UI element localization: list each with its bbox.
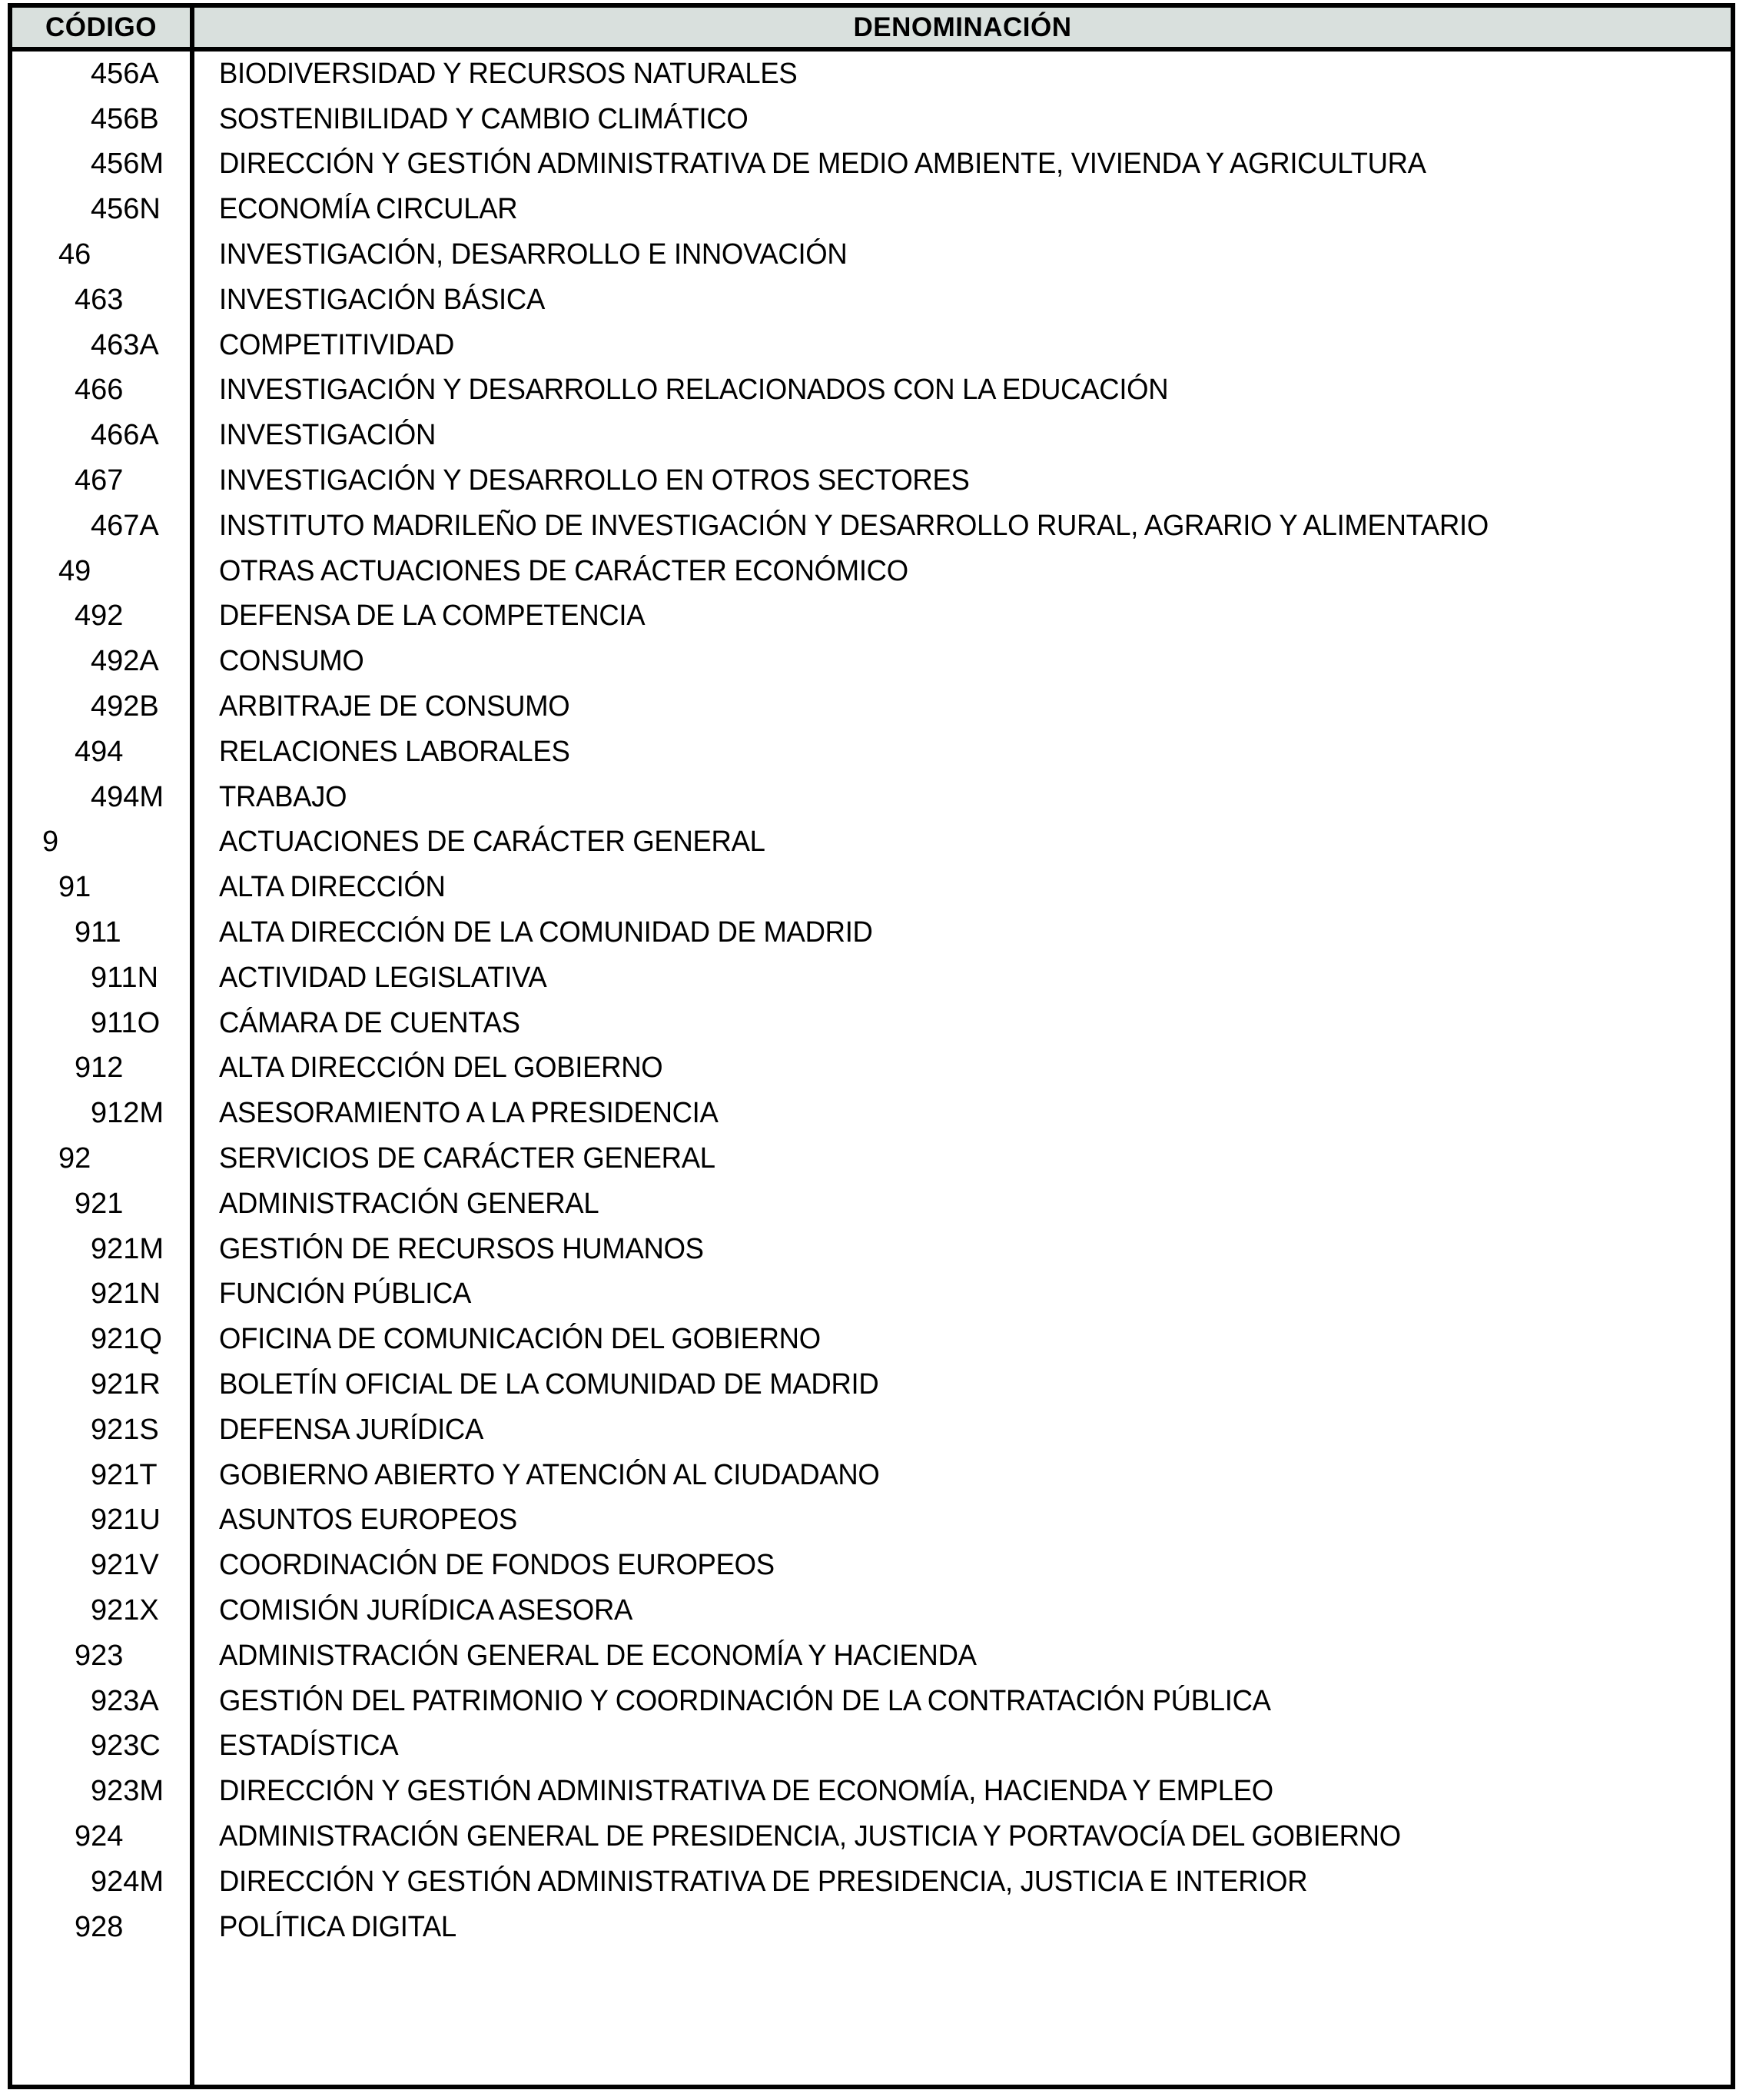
row-denomination [194, 419, 1731, 452]
row-denomination-text: DIRECCIÓN Y GESTIÓN ADMINISTRATIVA DE PRESIDENCIA, JUSTICIA E INTERIOR [219, 1865, 1308, 1898]
row-denomination-text: TRABAJO [219, 780, 347, 813]
row-denomination [194, 1007, 1731, 1040]
table-row [12, 1136, 1731, 1181]
row-code: 492B [91, 690, 159, 723]
row-denomination-text: ADMINISTRACIÓN GENERAL DE ECONOMÍA Y HACIENDA [219, 1639, 977, 1672]
row-denomination [194, 645, 1731, 678]
table-row [12, 368, 1731, 414]
table-row [12, 1046, 1731, 1092]
table-row [12, 232, 1731, 277]
row-denomination [194, 1820, 1731, 1853]
row-denomination [194, 464, 1731, 497]
row-code: 912M [91, 1097, 164, 1130]
table-row [12, 594, 1731, 640]
row-denomination-text: COMISIÓN JURÍDICA ASESORA [219, 1593, 633, 1627]
row-denomination-text: ARBITRAJE DE CONSUMO [219, 690, 570, 723]
row-denomination [194, 1911, 1731, 1944]
row-denomination [194, 1730, 1731, 1763]
table-row [12, 1272, 1731, 1317]
row-code: 91 [58, 871, 91, 904]
column-header-denominacion: DENOMINACIÓN [853, 12, 1072, 42]
row-denomination-text: INVESTIGACIÓN, DESARROLLO E INNOVACIÓN [219, 238, 848, 271]
row-code: 911O [91, 1006, 161, 1039]
row-denomination-text: GESTIÓN DEL PATRIMONIO Y COORDINACIÓN DE LA CONTRATACIÓN PÚBLICA [219, 1684, 1271, 1717]
row-denomination [194, 781, 1731, 814]
row-denomination-text: ADMINISTRACIÓN GENERAL [219, 1187, 599, 1220]
row-denomination [194, 193, 1731, 226]
row-denomination [194, 1233, 1731, 1266]
row-denomination-text: ACTUACIONES DE CARÁCTER GENERAL [219, 826, 765, 859]
row-code: 456A [91, 57, 159, 90]
row-denomination-text: INVESTIGACIÓN BÁSICA [219, 283, 545, 316]
table-row [12, 729, 1731, 775]
row-code: 923 [75, 1639, 124, 1672]
row-code: 911 [75, 916, 121, 949]
table-row [12, 1001, 1731, 1046]
row-code: 467A [91, 509, 159, 542]
row-denomination-text: SOSTENIBILIDAD Y CAMBIO CLIMÁTICO [219, 102, 749, 135]
row-denomination-text: RELACIONES LABORALES [219, 735, 570, 768]
row-denomination-text: SERVICIOS DE CARÁCTER GENERAL [219, 1142, 715, 1175]
row-denomination [194, 826, 1731, 859]
row-denomination [194, 1052, 1731, 1085]
row-code: 924 [75, 1819, 124, 1852]
row-denomination-text: OFICINA DE COMUNICACIÓN DEL GOBIERNO [219, 1323, 821, 1356]
row-denomination [194, 1142, 1731, 1175]
table-row [12, 277, 1731, 323]
row-denomination [194, 1414, 1731, 1447]
row-code: 923C [91, 1730, 161, 1763]
row-code: 92 [58, 1142, 91, 1175]
row-denomination [194, 284, 1731, 317]
row-denomination-text: ALTA DIRECCIÓN DEL GOBIERNO [219, 1052, 663, 1085]
row-code: 911N [91, 961, 159, 994]
table-row [12, 1227, 1731, 1272]
row-code: 456M [91, 148, 164, 181]
table-row [12, 1317, 1731, 1362]
row-denomination [194, 238, 1731, 271]
row-denomination [194, 1368, 1731, 1401]
row-code: 492A [91, 645, 159, 678]
row-code: 924M [91, 1865, 164, 1898]
row-denomination [194, 1866, 1731, 1899]
row-denomination-text: CONSUMO [219, 645, 364, 678]
row-denomination-text: GESTIÓN DE RECURSOS HUMANOS [219, 1232, 704, 1265]
row-code: 921N [91, 1278, 161, 1311]
table-row [12, 1588, 1731, 1633]
row-denomination-text: ADMINISTRACIÓN GENERAL DE PRESIDENCIA, JUSTICIA Y PORTAVOCÍA DEL GOBIERNO [219, 1819, 1401, 1852]
row-denomination [194, 555, 1731, 588]
row-code: 9 [42, 826, 59, 859]
column-divider [190, 52, 194, 2085]
table-row [12, 458, 1731, 503]
row-code: 923M [91, 1775, 164, 1808]
row-code: 928 [75, 1910, 124, 1943]
row-code: 912 [75, 1052, 124, 1085]
row-denomination [194, 510, 1731, 543]
table-row [12, 549, 1731, 594]
table-row [12, 684, 1731, 729]
row-code: 921 [75, 1187, 124, 1220]
row-denomination-text: BIODIVERSIDAD Y RECURSOS NATURALES [219, 57, 798, 90]
row-denomination [194, 690, 1731, 723]
table-row [12, 1407, 1731, 1453]
row-denomination [194, 374, 1731, 407]
table-row [12, 865, 1731, 910]
row-denomination-text: ASUNTOS EUROPEOS [219, 1504, 517, 1537]
row-denomination [194, 1775, 1731, 1808]
row-denomination [194, 58, 1731, 91]
row-denomination [194, 1594, 1731, 1627]
row-denomination-text: DIRECCIÓN Y GESTIÓN ADMINISTRATIVA DE MEDIO AMBIENTE, VIVIENDA Y AGRICULTURA [219, 148, 1426, 181]
row-denomination-text: COMPETITIVIDAD [219, 328, 455, 361]
row-denomination [194, 1459, 1731, 1492]
table-row [12, 1543, 1731, 1588]
row-code: 921S [91, 1413, 159, 1446]
row-denomination-text: FUNCIÓN PÚBLICA [219, 1278, 472, 1311]
table-row [12, 142, 1731, 188]
row-denomination [194, 329, 1731, 362]
table-row [12, 1859, 1731, 1905]
column-header-codigo: CÓDIGO [12, 8, 194, 47]
table-row [12, 955, 1731, 1001]
table-row [12, 187, 1731, 232]
row-code: 921V [91, 1549, 159, 1582]
table-row [12, 97, 1731, 142]
row-denomination-text: COORDINACIÓN DE FONDOS EUROPEOS [219, 1549, 775, 1582]
table-row [12, 1905, 1731, 1950]
table-row [12, 1633, 1731, 1679]
row-denomination-text: INSTITUTO MADRILEÑO DE INVESTIGACIÓN Y DESARROLLO RURAL, AGRARIO Y ALIMENTARIO [219, 509, 1489, 542]
table-row [12, 503, 1731, 549]
row-denomination [194, 962, 1731, 995]
row-code: 494M [91, 780, 164, 813]
row-denomination-text: ASESORAMIENTO A LA PRESIDENCIA [219, 1097, 719, 1130]
row-denomination [194, 1504, 1731, 1537]
table-row [12, 1769, 1731, 1814]
row-denomination-text: OTRAS ACTUACIONES DE CARÁCTER ECONÓMICO [219, 554, 908, 587]
row-denomination [194, 1188, 1731, 1221]
row-code: 921U [91, 1504, 161, 1537]
table-row [12, 1814, 1731, 1859]
row-denomination-text: DEFENSA DE LA COMPETENCIA [219, 600, 646, 633]
row-code: 466A [91, 419, 159, 452]
table-row [12, 1091, 1731, 1136]
row-denomination [194, 736, 1731, 769]
row-denomination [194, 1549, 1731, 1582]
row-denomination-text: DIRECCIÓN Y GESTIÓN ADMINISTRATIVA DE ECONOMÍA, HACIENDA Y EMPLEO [219, 1775, 1273, 1808]
table-row [12, 1498, 1731, 1543]
row-code: 456N [91, 193, 161, 226]
row-denomination [194, 1097, 1731, 1130]
row-code: 46 [58, 238, 91, 271]
row-code: 921M [91, 1232, 164, 1265]
codes-table [8, 3, 1735, 2089]
table-row [12, 639, 1731, 684]
row-code: 921T [91, 1458, 158, 1491]
table-row [12, 413, 1731, 458]
table-row [12, 52, 1731, 97]
table-row [12, 1679, 1731, 1724]
table-row [12, 1453, 1731, 1498]
row-denomination [194, 103, 1731, 136]
row-denomination-text: ALTA DIRECCIÓN [219, 871, 446, 904]
table-row [12, 775, 1731, 820]
row-denomination [194, 600, 1731, 633]
row-denomination-text: INVESTIGACIÓN [219, 419, 436, 452]
row-code: 492 [75, 600, 124, 633]
table-row [12, 820, 1731, 866]
row-code: 463A [91, 328, 159, 361]
table-header-row [12, 8, 1731, 52]
row-code: 923A [91, 1684, 159, 1717]
row-denomination [194, 871, 1731, 904]
row-denomination-text: INVESTIGACIÓN Y DESARROLLO EN OTROS SECTORES [219, 464, 970, 497]
row-code: 467 [75, 464, 124, 497]
table-body-rows [12, 52, 1731, 1949]
row-code: 921X [91, 1593, 159, 1627]
table-row [12, 1181, 1731, 1227]
row-denomination [194, 1685, 1731, 1718]
row-denomination-text: BOLETÍN OFICIAL DE LA COMUNIDAD DE MADRID [219, 1368, 879, 1401]
row-denomination [194, 1323, 1731, 1356]
table-row [12, 1362, 1731, 1407]
row-denomination-text: ECONOMÍA CIRCULAR [219, 193, 518, 226]
row-denomination [194, 1278, 1731, 1311]
row-code: 494 [75, 735, 124, 768]
row-denomination [194, 916, 1731, 949]
row-code: 463 [75, 283, 124, 316]
row-denomination-text: DEFENSA JURÍDICA [219, 1413, 484, 1446]
row-denomination-text: ALTA DIRECCIÓN DE LA COMUNIDAD DE MADRID [219, 916, 873, 949]
row-code: 921R [91, 1368, 161, 1401]
table-row [12, 323, 1731, 368]
row-denomination [194, 1640, 1731, 1673]
row-denomination-text: ACTIVIDAD LEGISLATIVA [219, 961, 547, 994]
row-denomination-text: GOBIERNO ABIERTO Y ATENCIÓN AL CIUDADANO [219, 1458, 880, 1491]
row-denomination-text: ESTADÍSTICA [219, 1730, 399, 1763]
table-row [12, 910, 1731, 955]
row-denomination-text: INVESTIGACIÓN Y DESARROLLO RELACIONADOS CON LA EDUCACIÓN [219, 374, 1169, 407]
row-denomination-text: CÁMARA DE CUENTAS [219, 1006, 520, 1039]
table-body [12, 52, 1731, 2085]
row-denomination-text: POLÍTICA DIGITAL [219, 1910, 456, 1943]
row-code: 49 [58, 554, 91, 587]
row-code: 921Q [91, 1323, 162, 1356]
table-row [12, 1723, 1731, 1769]
row-code: 466 [75, 374, 124, 407]
row-code: 456B [91, 102, 159, 135]
row-denomination [194, 148, 1731, 181]
